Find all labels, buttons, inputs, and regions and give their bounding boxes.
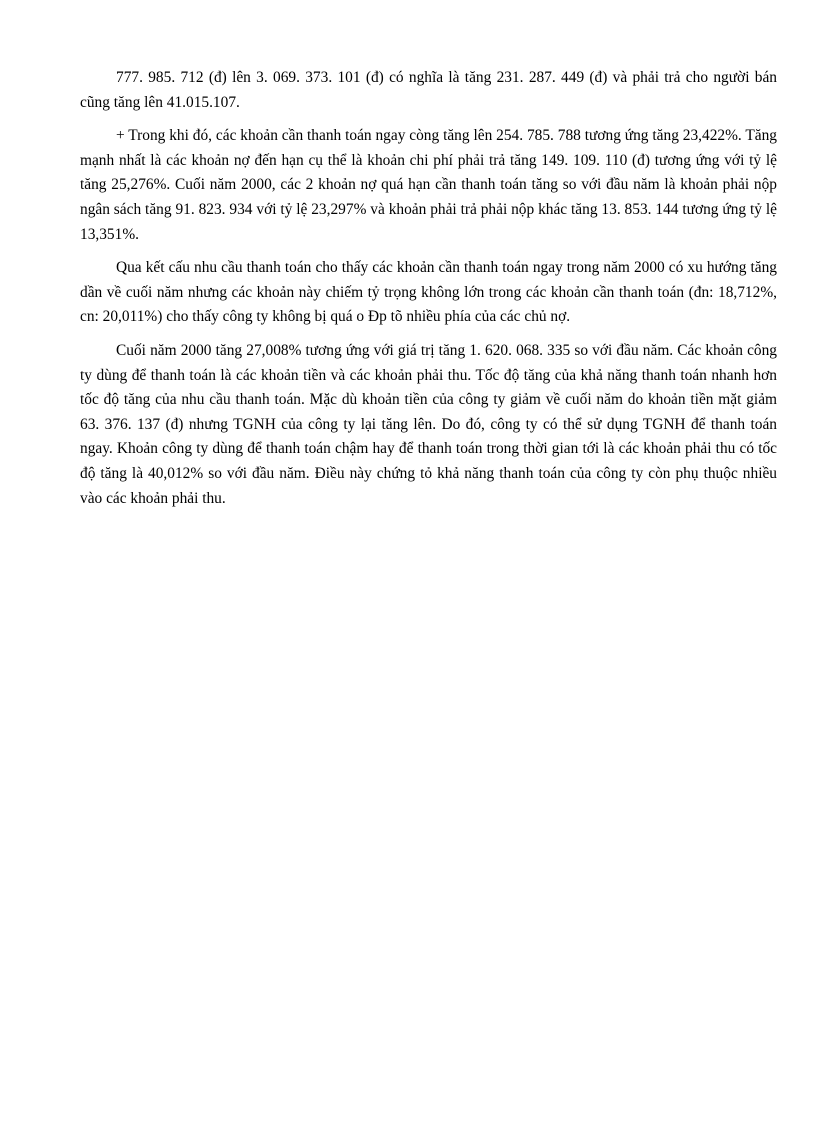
paragraph-3: Qua kết cấu nhu cầu thanh toán cho thấy các khoản cần thanh toán ngay trong năm 2000 có xu hướng tăng dần về cuối năm nhưng các khoản này chiếm tỷ trọng không lớn trong các khoản cần thanh toán (đn: 18,712%, cn: 20,011%) cho thấy công ty không bị quá o Đp tõ nhiều phía của các chủ nợ. — [80, 259, 777, 326]
paragraph-2: + Trong khi đó, các khoản cần thanh toán ngay còng tăng lên 254. 785. 788 tương ứng tăng 23,422%. Tăng mạnh nhất là các khoản nợ đến hạn cụ thể là khoản chi phí phải trả tăng 149. 109. 110 (đ) tương ứng với tỷ lệ tăng 25,276%. Cuối năm 2000, các 2 khoản nợ quá hạn cần thanh toán tăng so với đầu năm là khoản phải nộp ngân sách tăng 91. 823. 934 với tỷ lệ 23,297% và khoản phải trả phải nộp khác tăng 13. 853. 144 tương ứng tỷ lệ 13,351%. — [80, 127, 777, 243]
paragraph-4: Cuối năm 2000 tăng 27,008% tương ứng với giá trị tăng 1. 620. 068. 335 so với đầu năm. Các khoản công ty dùng để thanh toán là các khoản tiền và các khoản phải thu. Tốc độ tăng của khả năng thanh toán nhanh hơn tốc độ tăng của nhu cầu thanh toán. Mặc dù khoản tiền của công ty giảm về cuối năm do khoản tiền mặt giảm 63. 376. 137 (đ) nhưng TGNH của công ty lại tăng lên. Do đó, công ty có thể sử dụng TGNH để thanh toán ngay. Khoản công ty dùng để thanh toán chậm hay để thanh toán trong thời gian tới là các khoản phải thu có tốc độ tăng là 40,012% so với đầu năm. Điều này chứng tỏ khả năng thanh toán của công ty còn phụ thuộc nhiều vào các khoản phải thu. — [80, 341, 777, 507]
paragraph-1: 777. 985. 712 (đ) lên 3. 069. 373. 101 (đ) có nghĩa là tăng 231. 287. 449 (đ) và phải trả cho người bán cũng tăng lên 41.015.107. — [80, 69, 777, 111]
document-body — [80, 66, 777, 520]
